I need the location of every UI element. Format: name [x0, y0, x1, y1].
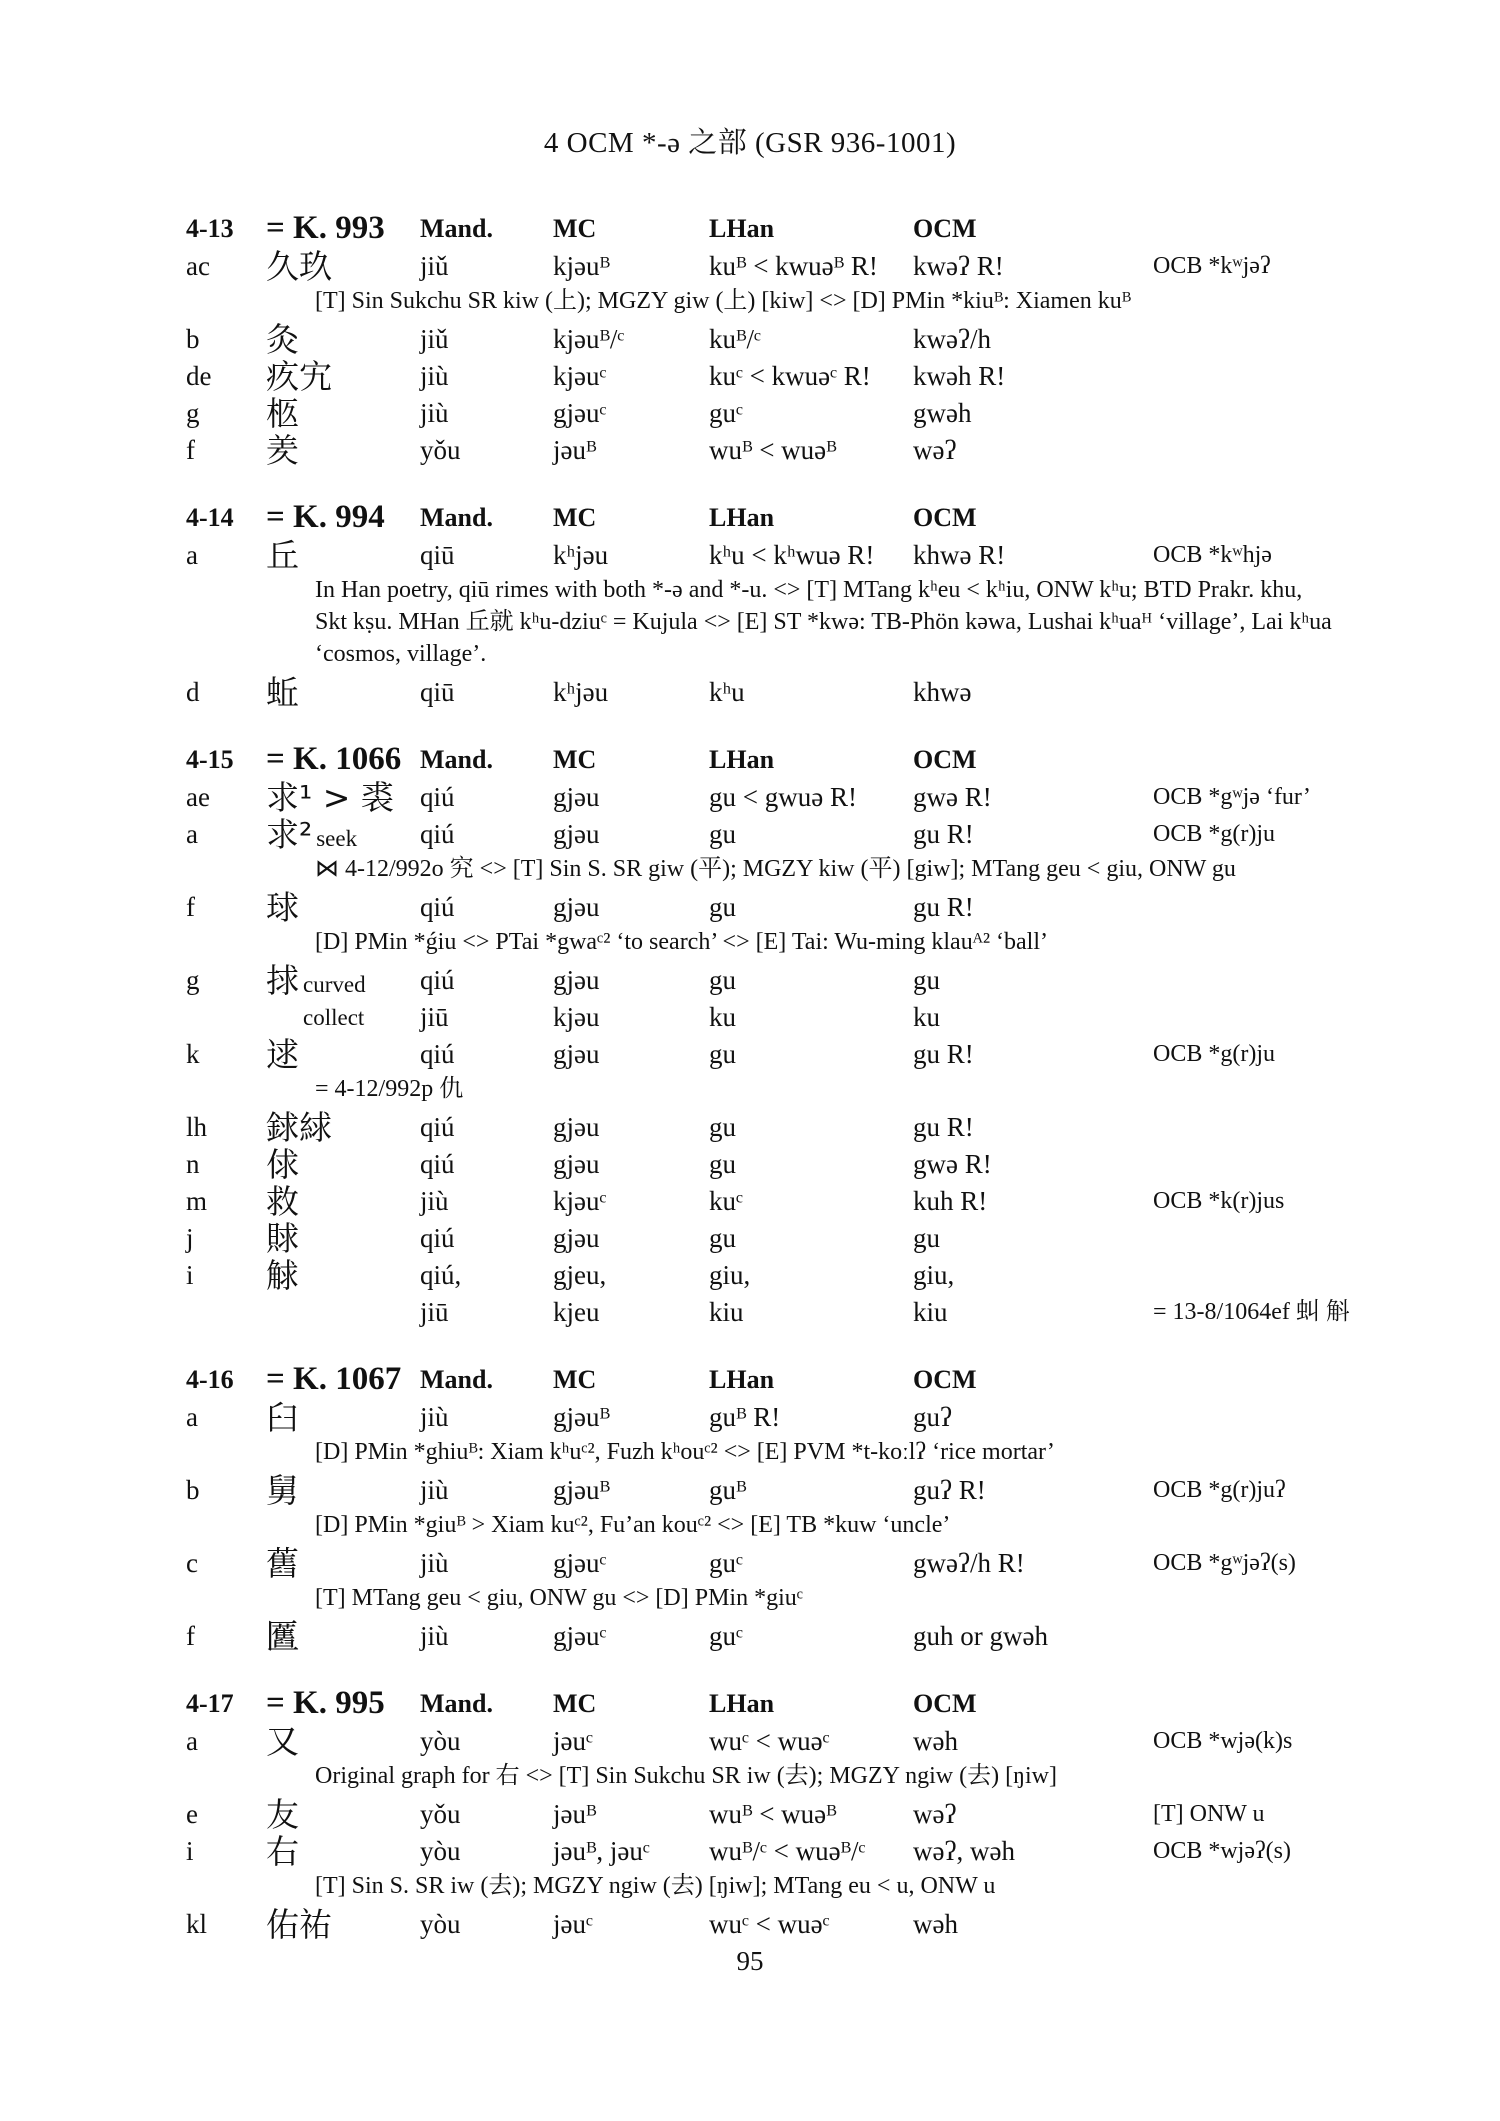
later-han: gu [709, 1149, 736, 1179]
entry-row [0, 537, 1500, 574]
series-id: 4-16 [186, 1365, 234, 1394]
header-mand: Mand. [420, 1689, 493, 1718]
header-mc: MC [553, 214, 597, 243]
mandarin-reading: qiū [420, 540, 455, 570]
middle-chinese: kjəuᴮ [553, 251, 610, 281]
mandarin-reading: qiú, [420, 1260, 462, 1290]
middle-chinese: jəuᴮ [553, 435, 597, 465]
later-han: guᶜ [709, 1621, 743, 1651]
header-ocm: OCM [913, 745, 977, 774]
karlgren-ref: = K. 995 [266, 1685, 385, 1721]
entry-row [0, 779, 1500, 816]
old-chinese-minimal: wəh [913, 1909, 958, 1939]
entry-graph: 俅 [266, 1145, 299, 1184]
entry-graph: 球 [266, 888, 299, 927]
old-chinese-minimal: khwə [913, 677, 972, 707]
page-number: 95 [736, 1946, 764, 1976]
ocb-reconstruction: OCB *g(r)ju [1153, 821, 1275, 847]
header-ocm: OCM [913, 1365, 977, 1394]
entry-id: a [186, 540, 198, 570]
entry-comment: [D] PMin *giuᴮ > Xiam kuᶜ², Fu’an kouᶜ² <> [E] TB *kuw ‘uncle’ [315, 1512, 951, 1538]
later-han: guᴮ R! [709, 1402, 781, 1432]
later-han: wuᶜ < wuəᶜ [709, 1726, 830, 1756]
entry-comment: Original graph for 右 <> [T] Sin Sukchu SR iw (去); MGZY ngiw (去) [ŋiw] [315, 1763, 1057, 1789]
entry-id: f [186, 892, 195, 922]
entry-graph: 舅 [266, 1471, 299, 1510]
middle-chinese: gjəu [553, 892, 600, 922]
entry-row [0, 999, 1500, 1036]
header-lhan: LHan [709, 214, 775, 243]
mandarin-reading: qiú [420, 1039, 455, 1069]
entry-comment: [T] Sin Sukchu SR kiw (上); MGZY giw (上) [kiw] <> [D] PMin *kiuᴮ: Xiamen kuᴮ [315, 288, 1132, 314]
entry-graph: 友 [266, 1795, 299, 1834]
later-han: gu < gwuə R! [709, 782, 857, 812]
entry-id: kl [186, 1909, 208, 1939]
entry-row [0, 1109, 1500, 1146]
entry-graph: 右 [266, 1832, 299, 1871]
entry-id: ae [186, 782, 210, 812]
mandarin-reading: jiù [420, 1621, 449, 1651]
entry-row [0, 816, 1500, 853]
dictionary-entries [0, 210, 1500, 1973]
header-mand: Mand. [420, 745, 493, 774]
entry-comment: = 4-12/992p 仇 [315, 1076, 464, 1102]
mandarin-reading: jiǔ [420, 251, 449, 281]
ocb-reconstruction: = 13-8/1064ef 虯 斛 [1153, 1299, 1350, 1325]
entry-id: d [186, 677, 200, 707]
later-han: wuᴮ/ᶜ < wuəᴮ/ᶜ [709, 1836, 866, 1866]
entry-graph: 灸 [266, 320, 299, 359]
old-chinese-minimal: guʔ R! [913, 1475, 986, 1505]
entry-graph: 捄 curved [266, 961, 366, 1000]
series-header [0, 1685, 1500, 1723]
entry-id: i [186, 1836, 194, 1866]
middle-chinese: kjəuᶜ [553, 361, 607, 391]
entry-graph: 銶絿 [266, 1108, 332, 1147]
series-header [0, 210, 1500, 248]
later-han: gu [709, 819, 736, 849]
entry-row [0, 1796, 1500, 1833]
ocb-reconstruction: OCB *gʷjə ‘fur’ [1153, 784, 1311, 810]
header-ocm: OCM [913, 1689, 977, 1718]
ocb-reconstruction: OCB *wjəʔ(s) [1153, 1838, 1291, 1864]
header-mand: Mand. [420, 503, 493, 532]
mandarin-reading: yòu [420, 1909, 461, 1939]
entry-graph: 丘 [266, 536, 299, 575]
entry-row [0, 962, 1500, 999]
mandarin-reading: qiú [420, 782, 455, 812]
entry-row [0, 1545, 1500, 1582]
mandarin-reading: qiú [420, 1223, 455, 1253]
middle-chinese: gjəu [553, 1149, 600, 1179]
later-han: kuᴮ < kwuəᴮ R! [709, 251, 878, 281]
entry-row [0, 432, 1500, 469]
series-section [0, 499, 1500, 711]
entry-id: j [186, 1223, 194, 1253]
old-chinese-minimal: gwəh [913, 398, 972, 428]
ocb-reconstruction: OCB *k(r)jus [1153, 1188, 1285, 1214]
old-chinese-minimal: wəh [913, 1726, 958, 1756]
later-han: wuᴮ < wuəᴮ [709, 1799, 837, 1829]
middle-chinese: jəuᶜ [553, 1909, 593, 1939]
later-han: kʰu < kʰwuə R! [709, 540, 875, 570]
entry-id: b [186, 1475, 200, 1505]
middle-chinese: gjəuᶜ [553, 1621, 607, 1651]
mandarin-reading: jiù [420, 1402, 449, 1432]
later-han: guᶜ [709, 398, 743, 428]
old-chinese-minimal: guʔ [913, 1402, 952, 1432]
karlgren-ref: = K. 1066 [266, 741, 402, 777]
entry-row [0, 1183, 1500, 1220]
later-han: guᶜ [709, 1548, 743, 1578]
mandarin-reading: jiù [420, 1548, 449, 1578]
later-han: guᴮ [709, 1475, 747, 1505]
ocb-reconstruction: OCB *kʷjəʔ [1153, 253, 1271, 279]
entry-row [0, 1723, 1500, 1760]
mandarin-reading: jiù [420, 361, 449, 391]
header-mand: Mand. [420, 214, 493, 243]
entry-id: m [186, 1186, 208, 1216]
graph-gloss: seek [316, 826, 358, 851]
entry-comment: [D] PMin *ǵiu <> PTai *gwaᶜ² ‘to search’ <> [E] Tai: Wu-ming klauᴬ² ‘ball’ [315, 929, 1048, 955]
header-lhan: LHan [709, 1689, 775, 1718]
series-id: 4-17 [186, 1689, 234, 1718]
old-chinese-minimal: kwəʔ R! [913, 251, 1004, 281]
entry-row [0, 1399, 1500, 1436]
mandarin-reading: jiū [420, 1297, 449, 1327]
old-chinese-minimal: giu, [913, 1260, 955, 1290]
entry-id: g [186, 965, 200, 995]
old-chinese-minimal: kwəʔ/h [913, 324, 991, 354]
series-section [0, 1361, 1500, 1655]
entry-id: c [186, 1548, 198, 1578]
entry-row [0, 1906, 1500, 1943]
old-chinese-minimal: ku [913, 1002, 940, 1032]
series-section [0, 210, 1500, 469]
middle-chinese: kjəu [553, 1002, 600, 1032]
entry-row [0, 1294, 1500, 1331]
later-han: gu [709, 965, 736, 995]
entry-graph: 佑祐 [266, 1905, 332, 1944]
later-han: gu [709, 1223, 736, 1253]
middle-chinese: jəuᴮ, jəuᶜ [553, 1836, 650, 1866]
entry-graph: 蚯 [266, 673, 299, 712]
mandarin-reading: qiú [420, 965, 455, 995]
mandarin-reading: jiù [420, 398, 449, 428]
header-mc: MC [553, 745, 597, 774]
entry-row [0, 1618, 1500, 1655]
series-id: 4-13 [186, 214, 234, 243]
old-chinese-minimal: gu [913, 1223, 940, 1253]
old-chinese-minimal: kwəh R! [913, 361, 1006, 391]
middle-chinese: kjəuᶜ [553, 1186, 607, 1216]
running-head: 4 OCM *-ə 之部 (GSR 936-1001) [543, 127, 957, 159]
later-han: kiu [709, 1297, 744, 1327]
entry-comment: In Han poetry, qiū rimes with both *-ə and *-u. <> [T] MTang kʰeu < kʰiu, ONW kʰu; BTD Prakr. khu, Skt kṣu. MHan 丘就 kʰu-dziuᶜ = Kujula <> [E] ST *kwə: TB-Phön kəwa, Lushai kʰuaᴴ ‘village’, Lai kʰua ‘cosmos, village’. [315, 577, 1332, 667]
series-header [0, 499, 1500, 537]
entry-row [0, 1833, 1500, 1870]
mandarin-reading: yòu [420, 1836, 461, 1866]
old-chinese-minimal: gwə R! [913, 1149, 992, 1179]
series-header [0, 1361, 1500, 1399]
entry-id: e [186, 1799, 198, 1829]
old-chinese-minimal: gu R! [913, 892, 974, 922]
entry-id: f [186, 1621, 195, 1651]
mandarin-reading: qiú [420, 819, 455, 849]
graph-gloss: collect [303, 1005, 365, 1030]
later-han: gu [709, 1112, 736, 1142]
entry-row [0, 395, 1500, 432]
mandarin-reading: jiū [420, 1002, 449, 1032]
entry-id: f [186, 435, 195, 465]
old-chinese-minimal: gwəʔ/h R! [913, 1548, 1025, 1578]
later-han: kuᶜ < kwuəᶜ R! [709, 361, 871, 391]
old-chinese-minimal: guh or gwəh [913, 1621, 1048, 1651]
header-ocm: OCM [913, 503, 977, 532]
entry-id: ac [186, 251, 210, 281]
entry-id: a [186, 1402, 198, 1432]
middle-chinese: kʰjəu [553, 677, 609, 707]
ocb-reconstruction: OCB *gʷjəʔ(s) [1153, 1550, 1296, 1576]
old-chinese-minimal: kiu [913, 1297, 948, 1327]
middle-chinese: gjeu, [553, 1260, 607, 1290]
middle-chinese: gjəuᶜ [553, 398, 607, 428]
series-id: 4-15 [186, 745, 234, 774]
mandarin-reading: qiú [420, 1149, 455, 1179]
old-chinese-minimal: wəʔ [913, 1799, 957, 1829]
entry-id: k [186, 1039, 200, 1069]
old-chinese-minimal: khwə R! [913, 540, 1006, 570]
entry-id: a [186, 819, 198, 849]
graph-gloss: curved [303, 972, 366, 997]
middle-chinese: gjəu [553, 965, 600, 995]
middle-chinese: jəuᴮ [553, 1799, 597, 1829]
old-chinese-minimal: gwə R! [913, 782, 992, 812]
mandarin-reading: yǒu [420, 1799, 461, 1829]
old-chinese-minimal: gu R! [913, 1039, 974, 1069]
later-han: ku [709, 1002, 736, 1032]
later-han: kuᶜ [709, 1186, 743, 1216]
header-lhan: LHan [709, 503, 775, 532]
entry-row [0, 358, 1500, 395]
header-mc: MC [553, 1365, 597, 1394]
series-section [0, 741, 1500, 1331]
entry-graph: 疚宄 [266, 357, 332, 396]
later-han: giu, [709, 1260, 751, 1290]
karlgren-ref: = K. 1067 [266, 1361, 402, 1397]
entry-graph: 賕 [266, 1219, 299, 1258]
entry-row [0, 1220, 1500, 1257]
middle-chinese: gjəu [553, 819, 600, 849]
later-han: kʰu [709, 677, 745, 707]
entry-id: b [186, 324, 200, 354]
ocb-reconstruction: OCB *g(r)ju [1153, 1041, 1275, 1067]
entry-comment: ⋈ 4-12/992o 究 <> [T] Sin S. SR giw (平); MGZY kiw (平) [giw]; MTang geu < giu, ONW gu [315, 856, 1236, 882]
karlgren-ref: = K. 993 [266, 210, 385, 246]
mandarin-reading: jiǔ [420, 324, 449, 354]
entry-id: g [186, 398, 200, 428]
header-mand: Mand. [420, 1365, 493, 1394]
entry-id: de [186, 361, 212, 391]
entry-row [0, 1036, 1500, 1073]
entry-comment: [T] Sin S. SR iw (去); MGZY ngiw (去) [ŋiw]; MTang eu < u, ONW u [315, 1873, 996, 1899]
later-han: wuᴮ < wuəᴮ [709, 435, 837, 465]
later-han: kuᴮ/ᶜ [709, 324, 761, 354]
mandarin-reading: jiù [420, 1475, 449, 1505]
entry-graph: 羑 [266, 431, 299, 470]
entry-row [0, 1257, 1500, 1294]
ocb-reconstruction: OCB *kʷhjə [1153, 542, 1272, 568]
entry-row [0, 1146, 1500, 1183]
entry-row [0, 674, 1500, 711]
middle-chinese: gjəu [553, 1039, 600, 1069]
later-han: gu [709, 892, 736, 922]
entry-row [0, 321, 1500, 358]
series-header [0, 741, 1500, 779]
middle-chinese: jəuᶜ [553, 1726, 593, 1756]
entry-id: i [186, 1260, 194, 1290]
mandarin-reading: jiù [420, 1186, 449, 1216]
mandarin-reading: qiú [420, 1112, 455, 1142]
header-lhan: LHan [709, 1365, 775, 1394]
entry-graph: 求² seek [266, 815, 358, 854]
ocb-reconstruction: [T] ONW u [1153, 1801, 1265, 1827]
ocb-reconstruction: OCB *g(r)juʔ [1153, 1477, 1286, 1503]
later-han: gu [709, 1039, 736, 1069]
entry-graph: 臼 [266, 1398, 299, 1437]
karlgren-ref: = K. 994 [266, 499, 385, 535]
entry-graph: 逑 [266, 1035, 299, 1074]
entry-id: n [186, 1149, 200, 1179]
middle-chinese: kjeu [553, 1297, 600, 1327]
mandarin-reading: yǒu [420, 435, 461, 465]
header-lhan: LHan [709, 745, 775, 774]
old-chinese-minimal: gu R! [913, 1112, 974, 1142]
middle-chinese: gjəuᶜ [553, 1548, 607, 1578]
middle-chinese: gjəuᴮ [553, 1402, 610, 1432]
later-han: wuᶜ < wuəᶜ [709, 1909, 830, 1939]
entry-graph: 觩 [266, 1256, 299, 1295]
entry-comment: [T] MTang geu < giu, ONW gu <> [D] PMin *giuᶜ [315, 1585, 803, 1611]
old-chinese-minimal: gu [913, 965, 940, 995]
entry-graph: 又 [266, 1722, 299, 1761]
entry-row [0, 889, 1500, 926]
entry-comment: [D] PMin *ghiuᴮ: Xiam kʰuᶜ², Fuzh kʰouᶜ² <> [E] PVM *t-koːlʔ ‘rice mortar’ [315, 1439, 1055, 1465]
middle-chinese: gjəu [553, 1112, 600, 1142]
middle-chinese: kʰjəu [553, 540, 609, 570]
mandarin-reading: qiū [420, 677, 455, 707]
middle-chinese: gjəu [553, 1223, 600, 1253]
old-chinese-minimal: kuh R! [913, 1186, 988, 1216]
old-chinese-minimal: wəʔ, wəh [913, 1836, 1015, 1866]
entry-graph: 匶 [266, 1617, 299, 1656]
entry-graph: 柩 [266, 394, 299, 433]
middle-chinese: gjəuᴮ [553, 1475, 610, 1505]
old-chinese-minimal: gu R! [913, 819, 974, 849]
middle-chinese: kjəuᴮ/ᶜ [553, 324, 625, 354]
entry-graph: 舊 [266, 1544, 299, 1583]
entry-id: a [186, 1726, 198, 1756]
header-mc: MC [553, 503, 597, 532]
entry-id: lh [186, 1112, 208, 1142]
header-mc: MC [553, 1689, 597, 1718]
entry-graph: 求¹ > 裘 [266, 778, 394, 817]
entry-graph: 久玖 [266, 247, 332, 286]
series-section [0, 1685, 1500, 1943]
entry-row [0, 1472, 1500, 1509]
entry-row [0, 248, 1500, 285]
middle-chinese: gjəu [553, 782, 600, 812]
old-chinese-minimal: wəʔ [913, 435, 957, 465]
mandarin-reading: qiú [420, 892, 455, 922]
entry-graph: 救 [266, 1182, 299, 1221]
ocb-reconstruction: OCB *wjə(k)s [1153, 1728, 1293, 1754]
series-id: 4-14 [186, 503, 234, 532]
mandarin-reading: yòu [420, 1726, 461, 1756]
header-ocm: OCM [913, 214, 977, 243]
